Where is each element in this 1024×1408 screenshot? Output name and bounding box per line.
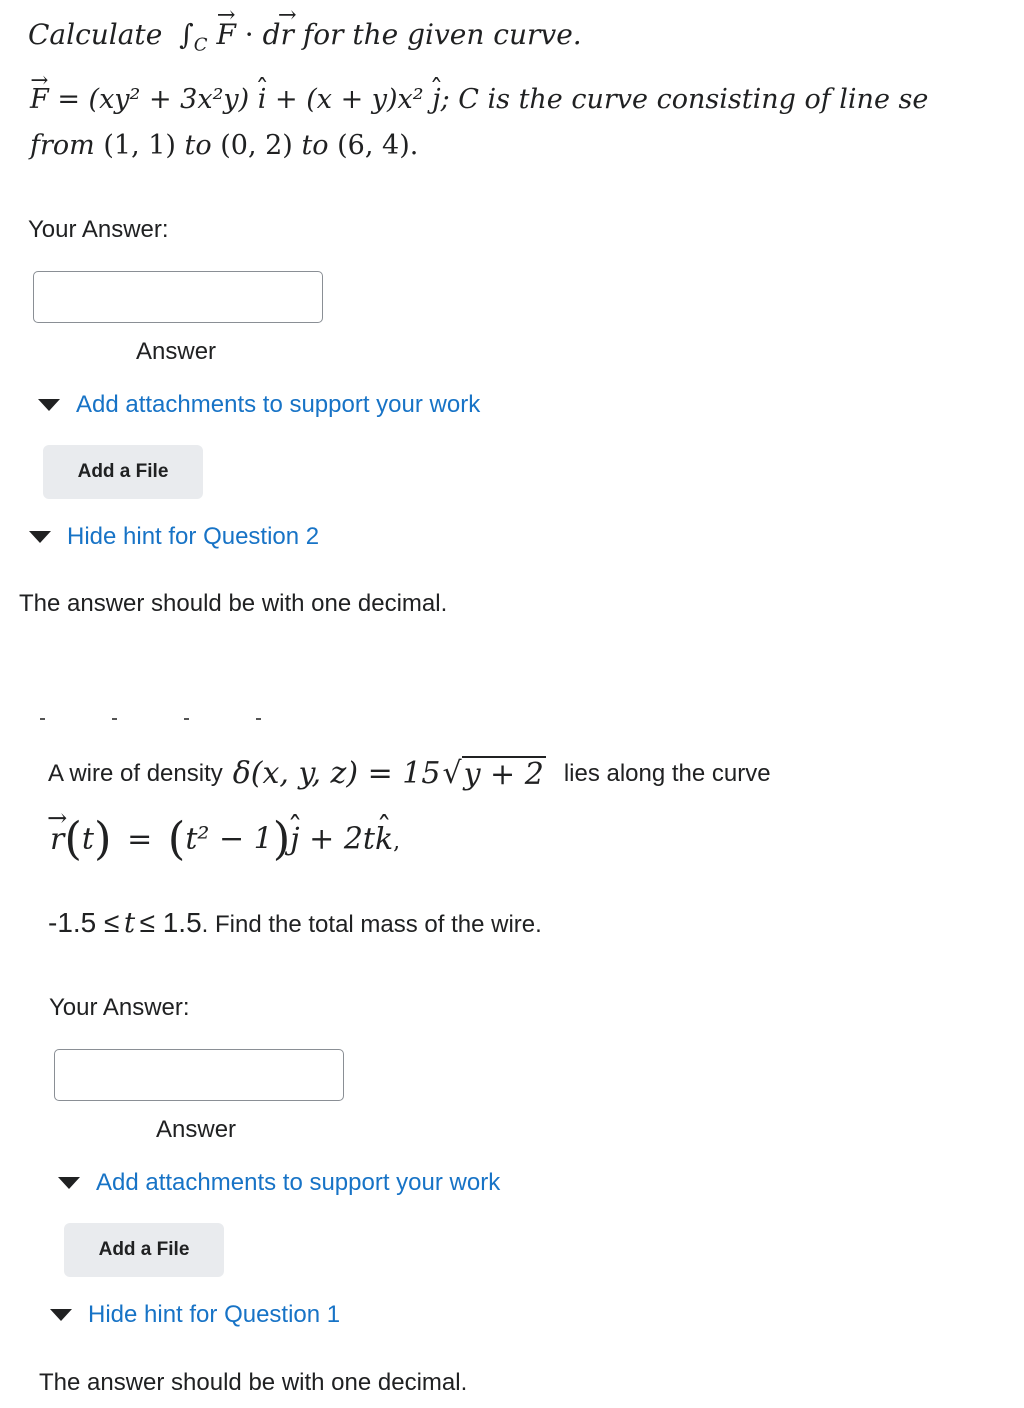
q1-your-answer-label: Your Answer: [49,994,190,1021]
q2-hint-link[interactable]: Hide hint for Question 2 [67,523,320,550]
q2-problem-line-3 [30,130,418,161]
unit-vector-i: ˆ i [258,84,267,115]
to-word-2: to [301,130,329,161]
q2-problem-line-1 [28,18,582,56]
vector-r: → r [281,18,294,51]
q1-hint-text: The answer should be with one decimal. [39,1369,468,1396]
section-divider [40,718,270,720]
paren-close: ) [272,812,291,865]
q1-attachments-toggle[interactable] [58,1169,500,1197]
to-word-1: to [184,130,212,161]
q1-problem-line-1 [48,756,771,791]
q1-answer-input[interactable] [54,1049,344,1101]
q1-range-line [48,906,542,939]
j-coefficient: t² − 1 [185,821,273,857]
sqrt-radical: √ [442,756,462,791]
q1-answer-caption: Answer [156,1116,237,1143]
caret-down-icon [58,1177,80,1189]
q1-add-file-button[interactable]: Add a File [64,1223,224,1277]
q2-attachments-link[interactable]: Add attachments to support your work [76,391,481,418]
q1-curve-equation [50,812,400,865]
k-coefficient: + 2t [309,821,375,857]
param-t: t [81,821,94,857]
q2-intro-word: Calculate [28,18,163,51]
point-2: (0, 2) [220,130,293,161]
q1-range-tail: . Find the total mass of the wire. [201,911,542,938]
vector-r: → r [50,822,64,857]
equals-sign: = [127,821,153,857]
paren-open: ( [167,812,186,865]
integral-subscript: C [193,34,208,56]
vector-f: → F [30,84,49,115]
q1-hint-link[interactable]: Hide hint for Question 1 [88,1301,341,1328]
q2-answer-caption: Answer [136,338,217,365]
density-expression: δ(x, y, z) = 15 [232,756,441,791]
q2-add-file-button[interactable]: Add a File [43,445,203,499]
unit-vector-k: ˆ k [375,822,393,857]
caret-down-icon [50,1309,72,1321]
q2-intro-tail: for the given curve. [302,18,582,51]
dot-operator: · [244,18,254,51]
point-1: (1, 1) [103,130,176,161]
q2-attachments-toggle[interactable] [38,391,480,419]
unit-vector-j: ˆ j [432,84,440,115]
comma: , [393,829,401,855]
range-upper: ≤ 1.5 [139,907,202,938]
point-3: (6, 4). [337,130,419,161]
q1-attachments-link[interactable]: Add attachments to support your work [96,1169,501,1196]
range-lower: -1.5 ≤ [48,907,120,938]
field-j-component: + (x + y)x² [275,84,424,115]
range-param-t: t [123,906,136,939]
differential-d: d [262,18,281,51]
q2-your-answer-label: Your Answer: [28,216,169,243]
field-i-component: = (xy² + 3x²y) [57,84,250,115]
q2-hint-toggle[interactable] [29,523,319,551]
from-word: from [30,130,95,161]
vector-f: → F [216,18,235,51]
q2-answer-input[interactable] [33,271,323,323]
unit-vector-j: ˆ j [290,822,299,857]
paren-close: ) [93,812,112,865]
q1-intro-tail: lies along the curve [563,759,771,787]
q2-hint-text: The answer should be with one decimal. [19,590,448,617]
caret-down-icon [38,399,60,411]
sqrt-content: y + 2 [463,757,544,792]
caret-down-icon [29,531,51,543]
integral-sign: ∫ [179,18,194,51]
q1-hint-toggle[interactable] [50,1301,340,1329]
q1-intro: A wire of density [48,759,223,787]
q2-problem-line-2 [30,84,928,115]
curve-description: ; C is the curve consisting of line se [440,84,929,115]
paren-open: ( [64,812,82,865]
